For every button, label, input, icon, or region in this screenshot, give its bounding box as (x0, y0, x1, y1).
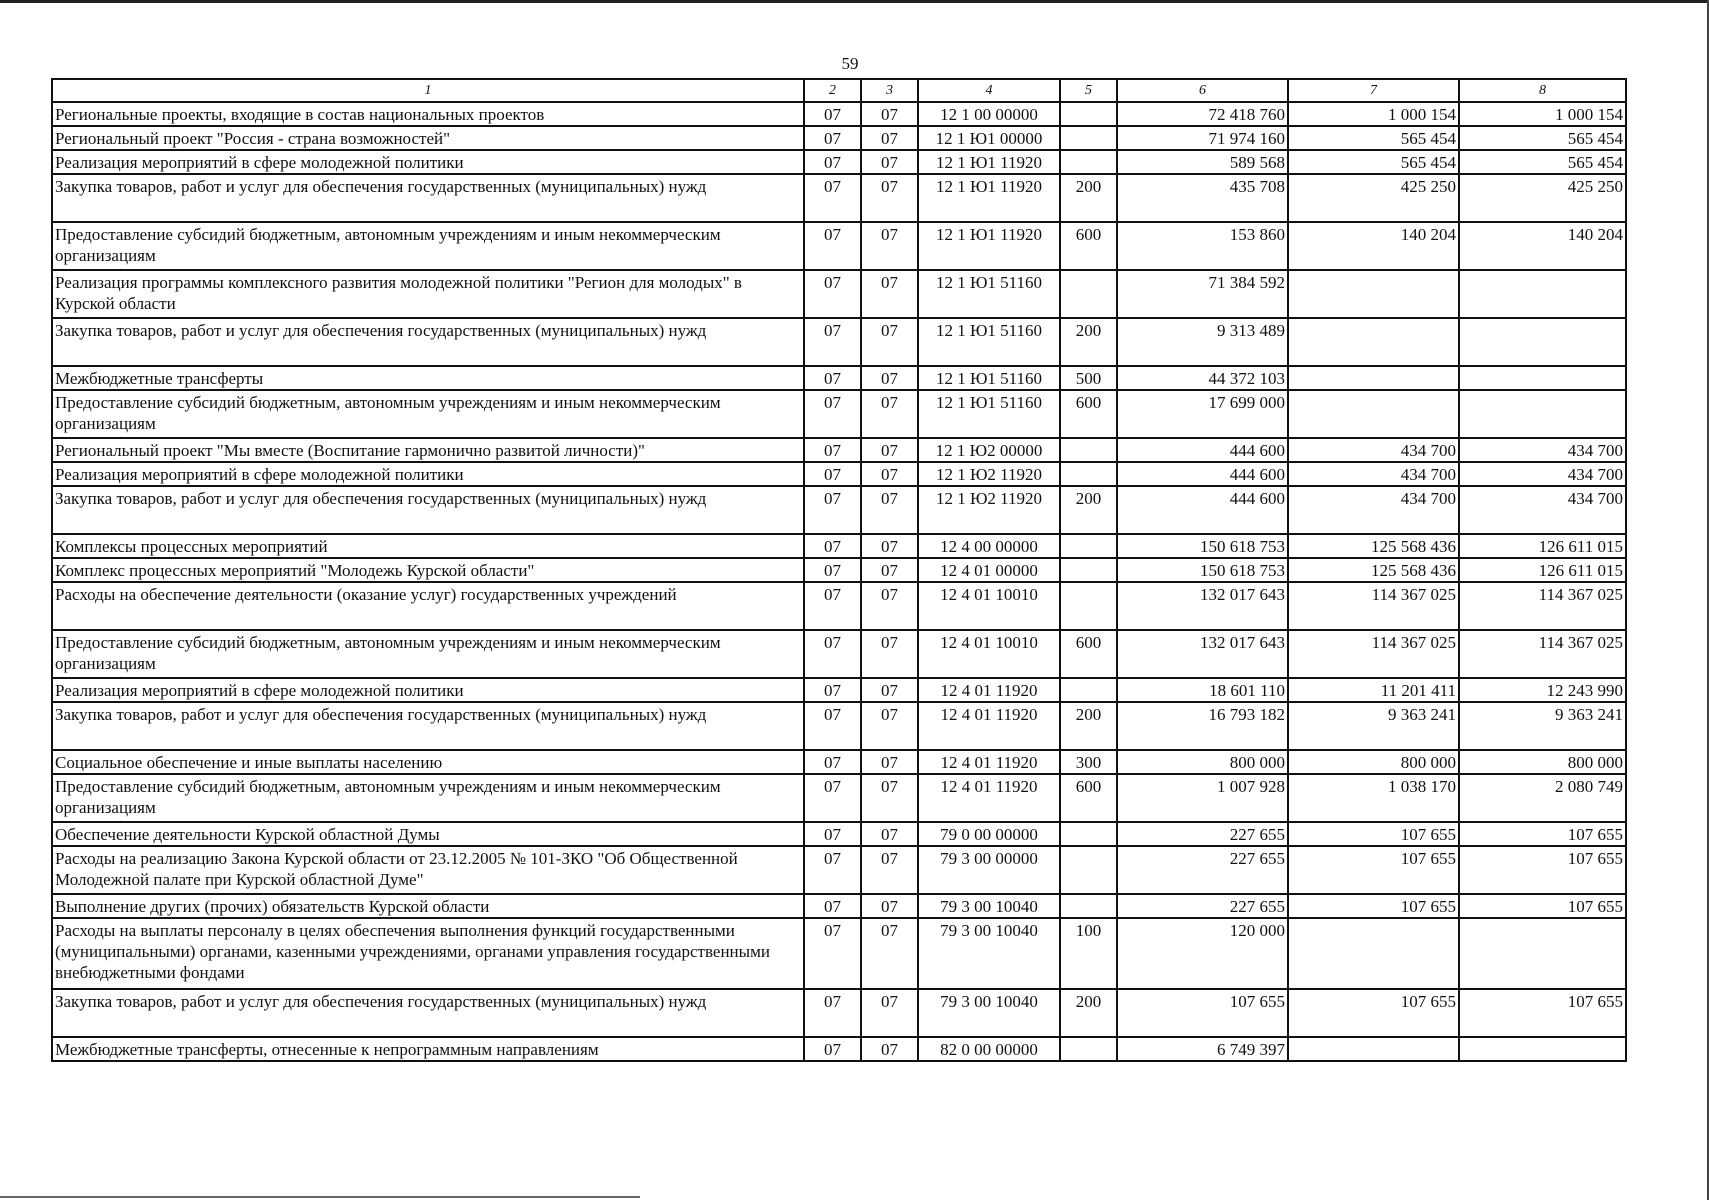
target-article-cell: 12 1 Ю1 51160 (918, 270, 1060, 318)
subsection-code-cell: 07 (861, 630, 918, 678)
expense-name-cell: Закупка товаров, работ и услуг для обеспечения государственных (муниципальных) нужд (52, 318, 804, 366)
amount-col8-cell: 2 080 749 (1459, 774, 1626, 822)
section-code-cell: 07 (804, 678, 861, 702)
amount-col6-cell: 17 699 000 (1117, 390, 1288, 438)
expense-type-cell: 200 (1060, 989, 1117, 1037)
table-row (52, 438, 1626, 462)
expense-name-cell: Региональный проект "Мы вместе (Воспитание гармонично развитой личности)" (52, 438, 804, 462)
table-row (52, 126, 1626, 150)
table-row (52, 534, 1626, 558)
expense-name-cell: Реализация мероприятий в сфере молодежной политики (52, 678, 804, 702)
amount-col7-cell: 140 204 (1288, 222, 1459, 270)
amount-col6-cell: 9 313 489 (1117, 318, 1288, 366)
expense-name-cell: Региональный проект "Россия - страна возможностей" (52, 126, 804, 150)
table-row (52, 366, 1626, 390)
amount-col6-cell: 120 000 (1117, 918, 1288, 989)
amount-col7-cell (1288, 318, 1459, 366)
expense-name-cell: Расходы на реализацию Закона Курской области от 23.12.2005 № 101-ЗКО "Об Общественной Молодежной палате при Курской областной Думе" (52, 846, 804, 894)
amount-col7-cell: 114 367 025 (1288, 630, 1459, 678)
amount-col8-cell (1459, 1037, 1626, 1061)
amount-col6-cell: 132 017 643 (1117, 582, 1288, 630)
amount-col6-cell: 589 568 (1117, 150, 1288, 174)
expense-name-cell: Социальное обеспечение и иные выплаты населению (52, 750, 804, 774)
amount-col7-cell (1288, 366, 1459, 390)
table-row (52, 318, 1626, 366)
table-row (52, 558, 1626, 582)
amount-col6-cell: 444 600 (1117, 462, 1288, 486)
amount-col7-cell (1288, 390, 1459, 438)
target-article-cell: 12 1 Ю1 51160 (918, 366, 1060, 390)
expense-type-cell (1060, 462, 1117, 486)
amount-col7-cell: 11 201 411 (1288, 678, 1459, 702)
expense-name-cell: Закупка товаров, работ и услуг для обеспечения государственных (муниципальных) нужд (52, 702, 804, 750)
section-code-cell: 07 (804, 1037, 861, 1061)
section-code-cell: 07 (804, 366, 861, 390)
expense-type-cell (1060, 822, 1117, 846)
expense-name-cell: Межбюджетные трансферты (52, 366, 804, 390)
amount-col8-cell: 434 700 (1459, 438, 1626, 462)
section-code-cell: 07 (804, 822, 861, 846)
subsection-code-cell: 07 (861, 558, 918, 582)
amount-col7-cell: 434 700 (1288, 438, 1459, 462)
table-row (52, 918, 1626, 989)
subsection-code-cell: 07 (861, 750, 918, 774)
amount-col8-cell: 800 000 (1459, 750, 1626, 774)
target-article-cell: 12 4 01 11920 (918, 774, 1060, 822)
section-code-cell: 07 (804, 462, 861, 486)
amount-col6-cell: 18 601 110 (1117, 678, 1288, 702)
amount-col8-cell: 434 700 (1459, 486, 1626, 534)
section-code-cell: 07 (804, 894, 861, 918)
scan-edge-bottom (0, 1196, 640, 1198)
section-code-cell: 07 (804, 989, 861, 1037)
subsection-code-cell: 07 (861, 774, 918, 822)
expense-name-cell: Реализация программы комплексного развития молодежной политики "Регион для молодых" в Курской области (52, 270, 804, 318)
subsection-code-cell: 07 (861, 534, 918, 558)
amount-col6-cell: 444 600 (1117, 438, 1288, 462)
target-article-cell: 12 4 01 10010 (918, 630, 1060, 678)
target-article-cell: 12 1 Ю2 11920 (918, 486, 1060, 534)
subsection-code-cell: 07 (861, 390, 918, 438)
subsection-code-cell: 07 (861, 918, 918, 989)
expense-name-cell: Реализация мероприятий в сфере молодежной политики (52, 150, 804, 174)
section-code-cell: 07 (804, 582, 861, 630)
subsection-code-cell: 07 (861, 438, 918, 462)
subsection-code-cell: 07 (861, 462, 918, 486)
section-code-cell: 07 (804, 318, 861, 366)
expense-name-cell: Комплексы процессных мероприятий (52, 534, 804, 558)
subsection-code-cell: 07 (861, 582, 918, 630)
amount-col8-cell: 565 454 (1459, 150, 1626, 174)
table-row (52, 174, 1626, 222)
amount-col8-cell: 114 367 025 (1459, 630, 1626, 678)
amount-col8-cell: 565 454 (1459, 126, 1626, 150)
section-code-cell: 07 (804, 750, 861, 774)
section-code-cell: 07 (804, 438, 861, 462)
column-header-3: 3 (861, 79, 918, 102)
table-row (52, 390, 1626, 438)
amount-col7-cell: 114 367 025 (1288, 582, 1459, 630)
amount-col7-cell: 434 700 (1288, 462, 1459, 486)
subsection-code-cell: 07 (861, 678, 918, 702)
column-header-7: 7 (1288, 79, 1459, 102)
target-article-cell: 82 0 00 00000 (918, 1037, 1060, 1061)
amount-col6-cell: 800 000 (1117, 750, 1288, 774)
target-article-cell: 12 4 01 10010 (918, 582, 1060, 630)
subsection-code-cell: 07 (861, 174, 918, 222)
target-article-cell: 12 1 00 00000 (918, 102, 1060, 126)
column-header-8: 8 (1459, 79, 1626, 102)
amount-col6-cell: 153 860 (1117, 222, 1288, 270)
expense-name-cell: Комплекс процессных мероприятий "Молодежь Курской области" (52, 558, 804, 582)
target-article-cell: 12 4 01 11920 (918, 750, 1060, 774)
subsection-code-cell: 07 (861, 846, 918, 894)
table-row (52, 150, 1626, 174)
expense-type-cell: 200 (1060, 702, 1117, 750)
expense-name-cell: Предоставление субсидий бюджетным, автономным учреждениям и иным некоммерческим организациям (52, 222, 804, 270)
target-article-cell: 12 4 01 11920 (918, 678, 1060, 702)
amount-col7-cell: 565 454 (1288, 150, 1459, 174)
target-article-cell: 79 0 00 00000 (918, 822, 1060, 846)
section-code-cell: 07 (804, 102, 861, 126)
section-code-cell: 07 (804, 702, 861, 750)
table-row (52, 630, 1626, 678)
column-header-5: 5 (1060, 79, 1117, 102)
expense-type-cell (1060, 558, 1117, 582)
expense-type-cell: 600 (1060, 222, 1117, 270)
amount-col7-cell: 434 700 (1288, 486, 1459, 534)
target-article-cell: 12 1 Ю1 11920 (918, 222, 1060, 270)
amount-col6-cell: 227 655 (1117, 894, 1288, 918)
amount-col6-cell: 1 007 928 (1117, 774, 1288, 822)
target-article-cell: 12 1 Ю1 51160 (918, 390, 1060, 438)
amount-col6-cell: 72 418 760 (1117, 102, 1288, 126)
target-article-cell: 12 4 00 00000 (918, 534, 1060, 558)
amount-col7-cell: 425 250 (1288, 174, 1459, 222)
amount-col7-cell: 107 655 (1288, 846, 1459, 894)
target-article-cell: 79 3 00 10040 (918, 894, 1060, 918)
amount-col8-cell (1459, 390, 1626, 438)
expense-name-cell: Выполнение других (прочих) обязательств Курской области (52, 894, 804, 918)
expense-type-cell (1060, 126, 1117, 150)
column-header-1: 1 (52, 79, 804, 102)
amount-col8-cell: 9 363 241 (1459, 702, 1626, 750)
amount-col6-cell: 227 655 (1117, 822, 1288, 846)
amount-col7-cell: 9 363 241 (1288, 702, 1459, 750)
expense-type-cell (1060, 678, 1117, 702)
table-row (52, 222, 1626, 270)
amount-col6-cell: 227 655 (1117, 846, 1288, 894)
section-code-cell: 07 (804, 222, 861, 270)
table-body (52, 102, 1626, 1061)
target-article-cell: 79 3 00 10040 (918, 989, 1060, 1037)
section-code-cell: 07 (804, 846, 861, 894)
section-code-cell: 07 (804, 774, 861, 822)
expense-name-cell: Обеспечение деятельности Курской областной Думы (52, 822, 804, 846)
subsection-code-cell: 07 (861, 102, 918, 126)
amount-col7-cell: 565 454 (1288, 126, 1459, 150)
table-row (52, 846, 1626, 894)
amount-col6-cell: 444 600 (1117, 486, 1288, 534)
subsection-code-cell: 07 (861, 126, 918, 150)
amount-col8-cell (1459, 318, 1626, 366)
expense-type-cell: 300 (1060, 750, 1117, 774)
target-article-cell: 12 1 Ю1 11920 (918, 174, 1060, 222)
column-header-6: 6 (1117, 79, 1288, 102)
column-header-2: 2 (804, 79, 861, 102)
subsection-code-cell: 07 (861, 486, 918, 534)
table-row (52, 774, 1626, 822)
amount-col7-cell: 125 568 436 (1288, 534, 1459, 558)
subsection-code-cell: 07 (861, 270, 918, 318)
target-article-cell: 12 1 Ю1 11920 (918, 150, 1060, 174)
expense-name-cell: Региональные проекты, входящие в состав национальных проектов (52, 102, 804, 126)
expense-type-cell (1060, 438, 1117, 462)
table-row (52, 582, 1626, 630)
amount-col8-cell: 107 655 (1459, 822, 1626, 846)
section-code-cell: 07 (804, 630, 861, 678)
scan-edge-top (0, 0, 1709, 3)
subsection-code-cell: 07 (861, 989, 918, 1037)
target-article-cell: 79 3 00 00000 (918, 846, 1060, 894)
expense-type-cell: 600 (1060, 774, 1117, 822)
amount-col8-cell: 126 611 015 (1459, 558, 1626, 582)
expense-name-cell: Закупка товаров, работ и услуг для обеспечения государственных (муниципальных) нужд (52, 989, 804, 1037)
amount-col7-cell: 1 000 154 (1288, 102, 1459, 126)
amount-col7-cell: 107 655 (1288, 822, 1459, 846)
expense-name-cell: Расходы на выплаты персоналу в целях обеспечения выполнения функций государственными (муниципальными) органами, казенными учреждениями, органами управления государственными внебюджетными фондами (52, 918, 804, 989)
amount-col6-cell: 71 974 160 (1117, 126, 1288, 150)
section-code-cell: 07 (804, 150, 861, 174)
amount-col8-cell: 126 611 015 (1459, 534, 1626, 558)
target-article-cell: 79 3 00 10040 (918, 918, 1060, 989)
amount-col7-cell: 107 655 (1288, 894, 1459, 918)
section-code-cell: 07 (804, 534, 861, 558)
amount-col6-cell: 44 372 103 (1117, 366, 1288, 390)
subsection-code-cell: 07 (861, 822, 918, 846)
amount-col8-cell: 114 367 025 (1459, 582, 1626, 630)
expense-type-cell (1060, 582, 1117, 630)
table-row (52, 486, 1626, 534)
amount-col6-cell: 6 749 397 (1117, 1037, 1288, 1061)
expense-name-cell: Межбюджетные трансферты, отнесенные к непрограммным направлениям (52, 1037, 804, 1061)
table-row (52, 702, 1626, 750)
table-header-row (52, 79, 1626, 102)
expense-type-cell (1060, 102, 1117, 126)
amount-col8-cell: 140 204 (1459, 222, 1626, 270)
amount-col7-cell: 125 568 436 (1288, 558, 1459, 582)
target-article-cell: 12 1 Ю2 11920 (918, 462, 1060, 486)
expense-type-cell: 600 (1060, 630, 1117, 678)
expense-type-cell (1060, 846, 1117, 894)
subsection-code-cell: 07 (861, 366, 918, 390)
section-code-cell: 07 (804, 174, 861, 222)
amount-col8-cell: 107 655 (1459, 989, 1626, 1037)
section-code-cell: 07 (804, 486, 861, 534)
amount-col8-cell (1459, 270, 1626, 318)
table-row (52, 894, 1626, 918)
amount-col6-cell: 71 384 592 (1117, 270, 1288, 318)
table-row (52, 750, 1626, 774)
budget-table (51, 78, 1627, 1062)
expense-type-cell: 200 (1060, 174, 1117, 222)
amount-col8-cell (1459, 366, 1626, 390)
subsection-code-cell: 07 (861, 150, 918, 174)
table-row (52, 1037, 1626, 1061)
amount-col8-cell (1459, 918, 1626, 989)
expense-name-cell: Предоставление субсидий бюджетным, автономным учреждениям и иным некоммерческим организациям (52, 390, 804, 438)
expense-name-cell: Расходы на обеспечение деятельности (оказание услуг) государственных учреждений (52, 582, 804, 630)
table-row (52, 989, 1626, 1037)
expense-name-cell: Предоставление субсидий бюджетным, автономным учреждениям и иным некоммерческим организациям (52, 774, 804, 822)
amount-col7-cell (1288, 918, 1459, 989)
expense-name-cell: Предоставление субсидий бюджетным, автономным учреждениям и иным некоммерческим организациям (52, 630, 804, 678)
section-code-cell: 07 (804, 918, 861, 989)
expense-type-cell: 200 (1060, 486, 1117, 534)
expense-type-cell (1060, 150, 1117, 174)
expense-type-cell: 600 (1060, 390, 1117, 438)
amount-col6-cell: 150 618 753 (1117, 534, 1288, 558)
expense-type-cell (1060, 534, 1117, 558)
amount-col7-cell (1288, 1037, 1459, 1061)
expense-type-cell: 500 (1060, 366, 1117, 390)
subsection-code-cell: 07 (861, 1037, 918, 1061)
section-code-cell: 07 (804, 558, 861, 582)
expense-type-cell (1060, 270, 1117, 318)
subsection-code-cell: 07 (861, 318, 918, 366)
section-code-cell: 07 (804, 270, 861, 318)
subsection-code-cell: 07 (861, 702, 918, 750)
table-row (52, 678, 1626, 702)
amount-col6-cell: 132 017 643 (1117, 630, 1288, 678)
expense-name-cell: Реализация мероприятий в сфере молодежной политики (52, 462, 804, 486)
amount-col6-cell: 150 618 753 (1117, 558, 1288, 582)
target-article-cell: 12 4 01 11920 (918, 702, 1060, 750)
expense-type-cell: 100 (1060, 918, 1117, 989)
amount-col6-cell: 435 708 (1117, 174, 1288, 222)
column-header-4: 4 (918, 79, 1060, 102)
table-row (52, 102, 1626, 126)
table-row (52, 822, 1626, 846)
section-code-cell: 07 (804, 126, 861, 150)
subsection-code-cell: 07 (861, 222, 918, 270)
expense-type-cell (1060, 1037, 1117, 1061)
amount-col8-cell: 1 000 154 (1459, 102, 1626, 126)
amount-col7-cell: 107 655 (1288, 989, 1459, 1037)
page-number: 59 (841, 54, 859, 73)
amount-col7-cell: 800 000 (1288, 750, 1459, 774)
target-article-cell: 12 1 Ю2 00000 (918, 438, 1060, 462)
target-article-cell: 12 1 Ю1 00000 (918, 126, 1060, 150)
expense-name-cell: Закупка товаров, работ и услуг для обеспечения государственных (муниципальных) нужд (52, 486, 804, 534)
section-code-cell: 07 (804, 390, 861, 438)
expense-type-cell: 200 (1060, 318, 1117, 366)
amount-col6-cell: 107 655 (1117, 989, 1288, 1037)
amount-col8-cell: 12 243 990 (1459, 678, 1626, 702)
amount-col8-cell: 425 250 (1459, 174, 1626, 222)
amount-col8-cell: 107 655 (1459, 894, 1626, 918)
table-row (52, 270, 1626, 318)
amount-col7-cell (1288, 270, 1459, 318)
expense-name-cell: Закупка товаров, работ и услуг для обеспечения государственных (муниципальных) нужд (52, 174, 804, 222)
target-article-cell: 12 1 Ю1 51160 (918, 318, 1060, 366)
subsection-code-cell: 07 (861, 894, 918, 918)
target-article-cell: 12 4 01 00000 (918, 558, 1060, 582)
table-row (52, 462, 1626, 486)
amount-col7-cell: 1 038 170 (1288, 774, 1459, 822)
expense-type-cell (1060, 894, 1117, 918)
amount-col6-cell: 16 793 182 (1117, 702, 1288, 750)
amount-col8-cell: 107 655 (1459, 846, 1626, 894)
amount-col8-cell: 434 700 (1459, 462, 1626, 486)
